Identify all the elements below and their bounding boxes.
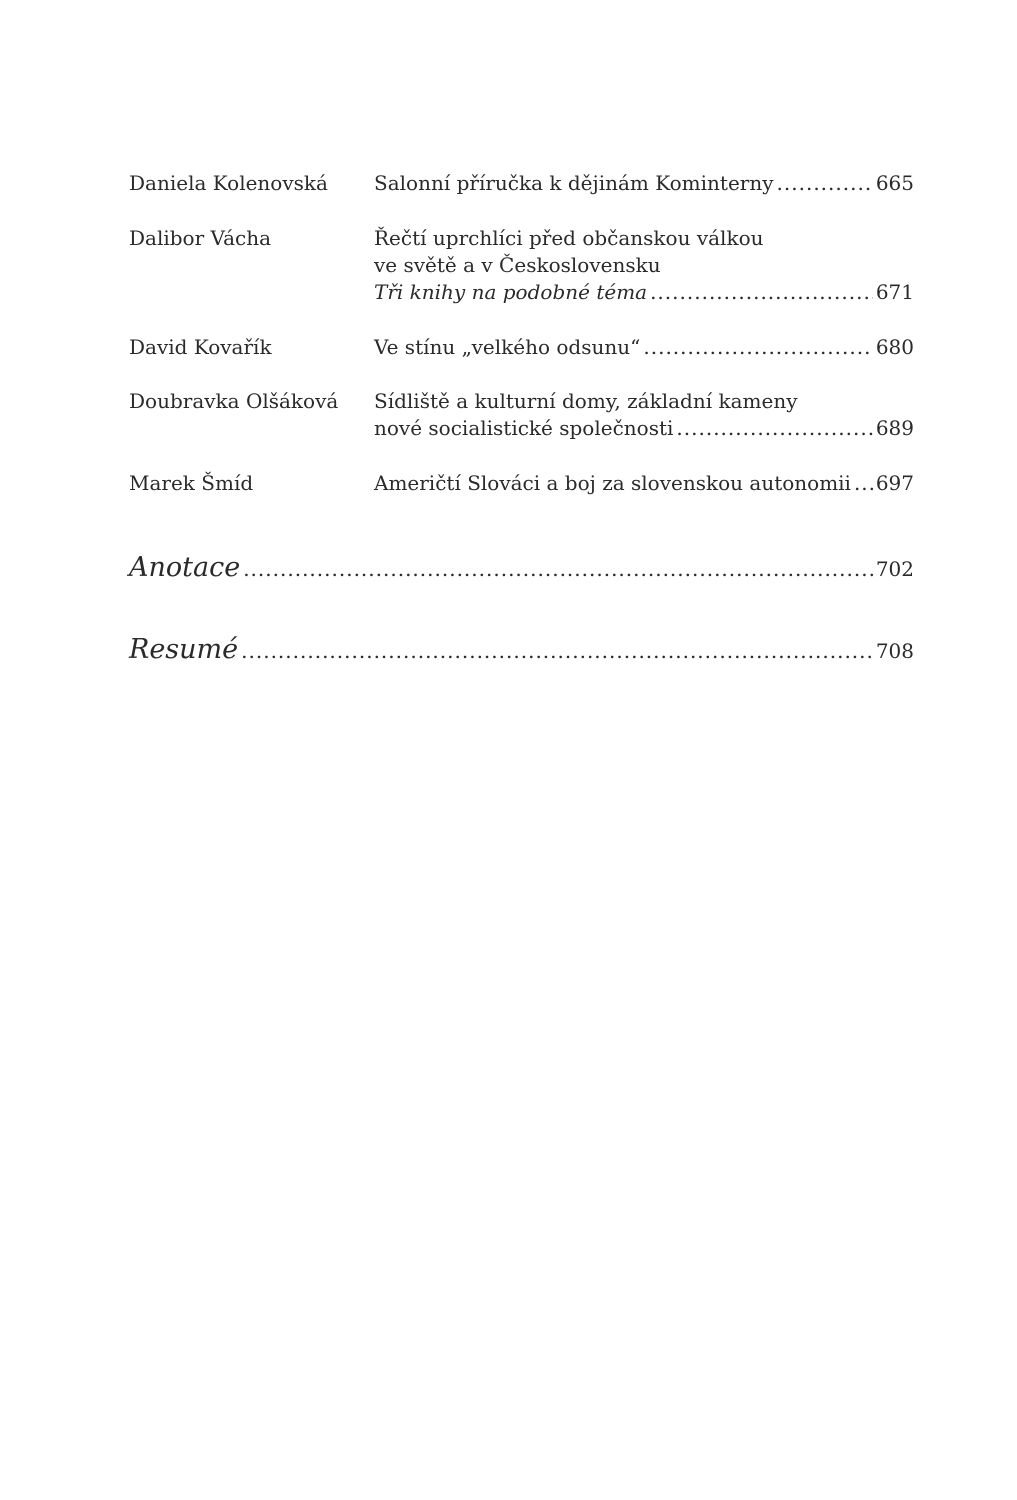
entry-page-number: 689	[875, 416, 914, 440]
entry-titles	[374, 388, 914, 442]
entry-author: Dalibor Vácha	[129, 226, 272, 250]
dot-leader	[777, 170, 873, 197]
entry-title: Řečtí uprchlíci před občanskou válkou	[374, 226, 764, 250]
entry-title-line	[374, 170, 914, 197]
toc-section-resume	[129, 634, 914, 665]
entry-author: Doubravka Olšáková	[129, 389, 339, 413]
dot-leader	[643, 334, 872, 361]
dot-leader	[854, 470, 873, 497]
entry-subtitle: Tři knihy na podobné téma	[374, 280, 648, 304]
entry-author: David Kovařík	[129, 335, 272, 359]
entry-title-line	[374, 334, 914, 361]
toc-section-anotace	[129, 552, 914, 583]
entry-titles	[374, 225, 914, 306]
dot-leader	[650, 279, 873, 306]
entry-page-number: 680	[875, 335, 914, 359]
section-page-number: 708	[875, 639, 914, 663]
section-title: Anotace	[129, 552, 241, 583]
entry-title: Ve stínu „velkého odsunu“	[374, 335, 641, 359]
entry-page-number: 671	[875, 280, 914, 304]
entry-title: nové socialistické společnosti	[374, 416, 674, 440]
entry-title-line	[374, 470, 914, 497]
section-title: Resumé	[129, 634, 239, 665]
entry-page-number: 665	[875, 171, 914, 195]
dot-leader	[241, 639, 873, 663]
entry-title: Salonní příručka k dějinám Kominterny	[374, 171, 774, 195]
section-page-number: 702	[875, 557, 914, 581]
entry-title-line	[374, 279, 914, 306]
entry-title: Američtí Slováci a boj za slovenskou autonomii	[374, 471, 851, 495]
dot-leader	[243, 557, 873, 581]
entry-author: Daniela Kolenovská	[129, 171, 328, 195]
dot-leader	[676, 415, 872, 442]
entry-titles	[374, 170, 914, 197]
entry-title: Sídliště a kulturní domy, základní kameny	[374, 389, 798, 413]
entry-page-number: 697	[875, 471, 914, 495]
entry-title: ve světě a v Československu	[374, 253, 661, 277]
entry-titles	[374, 470, 914, 497]
entry-title-line	[374, 415, 914, 442]
entry-author: Marek Šmíd	[129, 471, 254, 495]
entry-titles	[374, 334, 914, 361]
